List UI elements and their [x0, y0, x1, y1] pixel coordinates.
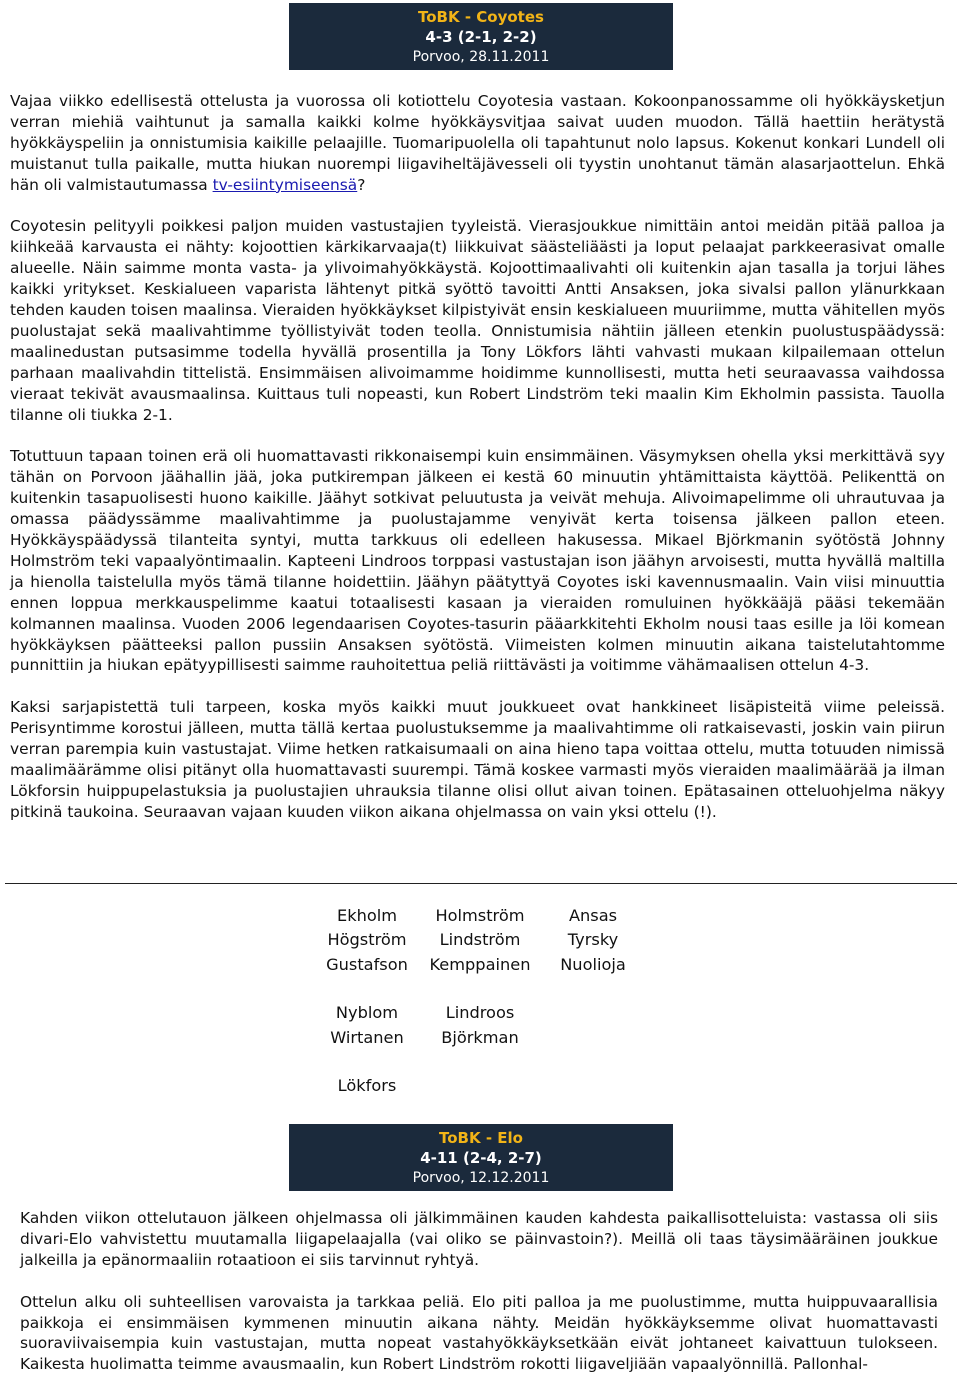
game1-paragraph-4: Kaksi sarjapistettä tuli tarpeen, koska myös kaikki muut joukkueet ovat hankkineet lisäpisteitä viime peleissä. Perisyntimme korostui jälleen, mutta tällä kertaa puolustuksemme ja maalivahtimme oli ratkaisevasti, joskin vain piirun verran parempia kuin vastustajat. Viime hetken ratkaisumaali on aina hieno tapa voittaa ottelu, mutta totuuden nimissä maalimäärämme olisi pitänyt olla huomattavasti suurempi. Tämä koskee varmasti myös vieraiden maalimäärää ja ilman Lökforsin huippupelastuksia ja puolustajien uhrauksia tilanne olisi ollut aivan toinen. Epätasainen otteluohjelma näkyy pitkinä taukoina. Seuraavan vajaan kuuden viikon aikana ohjelmassa on vain yksi ottelu (!). — [10, 698, 945, 821]
tv-appearance-link[interactable]: tv-esiintymiseensä — [212, 175, 358, 194]
game1-place: Porvoo, 28.11.2011 — [412, 49, 550, 65]
lineup-defence2-right: Björkman — [441, 1027, 519, 1047]
game2-score: 4-11 (2-4, 2-7) — [420, 1149, 542, 1167]
lineup-line2-center: Lindström — [439, 930, 521, 950]
lineup-line3-center: Kemppainen — [429, 954, 531, 974]
lineup-line1-center: Holmström — [435, 906, 525, 925]
game2-place: Porvoo, 12.12.2011 — [412, 1170, 550, 1186]
lineup-line1-left: Ekholm — [336, 906, 398, 925]
game1-score: 4-3 (2-1, 2-2) — [425, 28, 537, 46]
lineup-defence1-right: Lindroos — [445, 1003, 515, 1023]
game1-title: ToBK - Coyotes — [418, 8, 544, 26]
lineup-line3-right: Nuolioja — [560, 954, 626, 974]
game2-header — [289, 1124, 673, 1191]
game2-title: ToBK - Elo — [439, 1129, 523, 1147]
game1-paragraph-2: Coyotesin pelityyli poikkesi paljon muiden vastustajien tyyleistä. Vierasjoukkue nimittäin antoi meidän pitää palloa ja kiihkeää karvausta ei nähty: kojoottien kärkikarvaaja(t) liikkuivat säästeliäästi ja loput pelaajat parkkeerasivat omalle alueelle. Näin saimme monta vasta- ja ylivoimahyökkäystä. Kojoottimaalivahti oli kuitenkin ajan tasalla ja torjui lähes kaikki yritykset. Keskialueen vaparista lähtenyt pitkä syöttö tavoitti Antti Ansaksen, joka sivalsi pallon ylänurkkaan tehden kauden toisen maalinsa. Vieraiden hyökkäykset kilpistyivät ensin keskialueen muuriimme, mutta vähitellen myös puolustajat sekä maalivahtimme työllistyivät toden teolla. Onnistumisia nähtiin jälleen etenkin puolustuspäädyssä: maalinedustan putsasimme todella hyvällä prosentilla ja Tony Lökfors lähti vahvasti mukaan kilpailemaan ottelun parhaan maalivahdin tittelistä. Ensimmäisen alivoimamme hoidimme kunnollisesti, mutta heti seuraavassa vaihdossa vieraat tekivät avausmaalinsa. Kuittaus tuli nopeasti, kun Robert Lindström teki maalin Kim Ekholmin passista. Tauolla tilanne oli tiukka 2-1. — [10, 217, 945, 424]
lineup — [0, 904, 960, 1094]
lineup-line2-left: Högström — [327, 930, 407, 950]
game1-report — [10, 91, 945, 823]
section-divider — [5, 883, 957, 884]
lineup-line3-left: Gustafson — [326, 954, 408, 974]
lineup-goalie: Lökfors — [337, 1076, 397, 1096]
game1-paragraph-1 — [10, 91, 945, 196]
game2-paragraph-2: Ottelun alku oli suhteellisen varovaista ja tarkkaa peliä. Elo piti palloa ja me puolustimme, mutta huippuvaarallisia paikkoja ei ensimmäisen kymmenen minuutin aikana nähty. Meidän hyökkäyksemme olivat huomattavasti suoraviivaisempia kuin vastustajan, mutta nopeat vastahyökkäyksetkään eivät johtaneet kaivattuun tulokseen. Kaikesta huolimatta teimme avausmaalin, kun Robert Lindström rokotti liigaveljiään vapaalyönnillä. Pallonhal- — [20, 1292, 938, 1374]
lineup-line2-right: Tyrsky — [567, 930, 619, 950]
game2-report — [20, 1208, 938, 1375]
lineup-defence2-left: Wirtanen — [330, 1027, 404, 1047]
lineup-defence1-left: Nyblom — [335, 1003, 399, 1023]
lineup-line1-right: Ansas — [568, 906, 618, 925]
game1-p1-text: Vajaa viikko edellisestä ottelusta ja vuorossa oli kotiottelu Coyotesia vastaan. Kokoonpanossamme oli hyökkäysketjun verran miehiä vaihtunut ja samalla kaikki kolme hyökkäysvitjaa saivat uuden muodon. Tällä haettiin herätystä hyökkäyspeliin ja onnistumisia kaikille pelaajille. Tuomaripuolella oli tapahtunut nolo lapsus. Kokenut konkari Lundell oli muistanut tulla paikalle, mutta hiukan nuorempi liigaviheltäjävesseli oli tyystin unohtanut tämän alasarjaottelun. Ehkä hän oli valmistautumassa — [10, 92, 945, 194]
game1-header — [289, 3, 673, 70]
game1-paragraph-3: Totuttuun tapaan toinen erä oli huomattavasti rikkonaisempi kuin ensimmäinen. Väsymyksen ohella yksi merkittävä syy tähän on Porvoon jäähallin jää, joka putkirempan jälkeen ei kestä 60 minuutin yhtämittaista käyttöä. Pelikenttä on kuitenkin tasapuolisesti huono kaikille. Jäähyt sotkivat peluutusta ja veivät mehuja. Alivoimapelimme oli uhrautuvaa ja omassa päädyssämme maalivahtimme ja puolustajamme venyivät kerta toisensa jälkeen pallon eteen. Hyökkäyspäädyssä tilanteita syntyi, mutta tarkkuus oli edelleen hakusessa. Mikael Björkmanin syötöstä Johnny Holmström teki vapaalyöntimaalin. Kapteeni Lindroos torppasi vastustajan ison jäähyn arvoisesti, mutta hyvällä maltilla ja hienolla taistelulla myös tämä tilanne hoidettiin. Jäähyn päätyttyä Coyotes iski kavennusmaalin. Vain viisi minuuttia ennen loppua merkkauspelimme kaatui totaalisesti kasaan ja vieraiden romuluinen hyökkääjä pääsi tekemään kolmannen maalinsa. Vuoden 2006 legendaarisen Coyotes-tasurin pääarkkitehti Ekholm nousi taas esille ja löi komean hyökkäyksen päätteeksi pallon pussiin Ansaksen syötöstä. Viimeisten kolmen minuutin aikana taistelutahtomme punnittiin ja hiukan epätyypillisesti saimme rauhoitettua peliä riittävästi ja voitimme vähämaalisen ottelun 4-3. — [10, 447, 945, 675]
game1-p1-end: ? — [357, 175, 366, 194]
game2-paragraph-1: Kahden viikon ottelutauon jälkeen ohjelmassa oli jälkimmäinen kauden kahdesta paikallisotteluista: vastassa oli siis divari-Elo vahvistettu muutamalla liigapelaajalla (vai oliko se päinvastoin?). Meillä oli taas täysimääräinen joukkue jalkeilla ja epänormaaliin rotaatioon ei siis tarvinnut ryhtyä. — [20, 1209, 938, 1269]
